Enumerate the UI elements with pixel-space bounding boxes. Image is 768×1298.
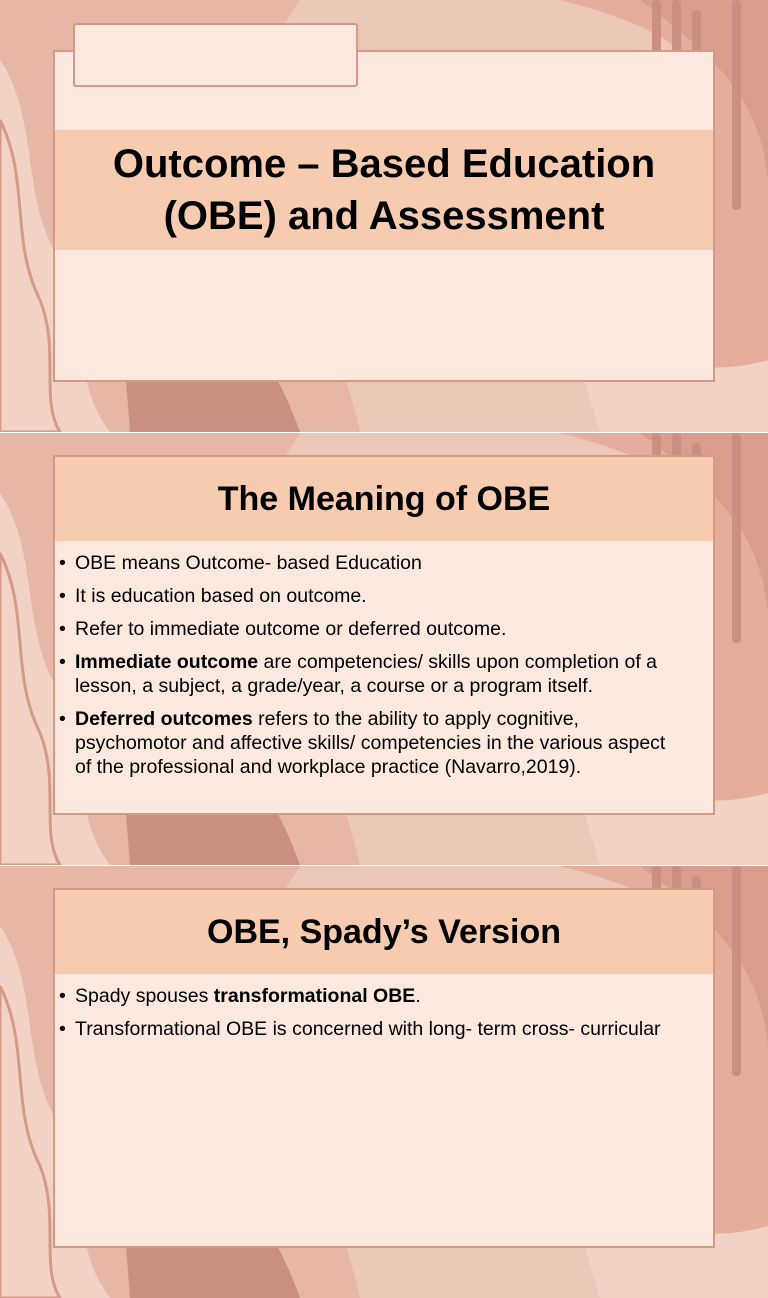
list-item (55, 1017, 685, 1041)
bullet-text: It is education based on outcome. (75, 585, 367, 607)
bullet-list (55, 984, 685, 1050)
content-card (53, 455, 715, 815)
title-slide (0, 0, 768, 432)
title-card (53, 50, 715, 382)
list-item (55, 984, 685, 1008)
bullet-text: Spady spouses (75, 985, 214, 1007)
bullet-list (55, 551, 685, 788)
bullet-text: Refer to immediate outcome or deferred outcome. (75, 618, 507, 640)
bullet-text: Transformational OBE is concerned with long- term cross- curricular (75, 1018, 661, 1040)
bullet-text: refers to the ability to apply cognitive, psychomotor and affective skills/ competencies in the various aspect of the professional and workplace practice (Navarro,2019). (75, 708, 666, 778)
list-item (55, 707, 685, 779)
list-item (55, 650, 685, 698)
slide-title: OBE, Spady’s Version (55, 890, 713, 974)
content-card (53, 888, 715, 1248)
title-line-1: Outcome – Based Education (112, 142, 656, 186)
bullet-text: are competencies/ skills upon completion of a lesson, a subject, a grade/year, a course or a program itself. (75, 651, 658, 697)
list-item (55, 584, 685, 608)
list-item (55, 617, 685, 641)
slide-title: The Meaning of OBE (55, 457, 713, 541)
list-item (55, 551, 685, 575)
bullet-term: Immediate outcome (75, 651, 259, 673)
card-tab (73, 23, 358, 87)
spady-slide (0, 866, 768, 1298)
meaning-slide (0, 433, 768, 865)
title-line-2: (OBE) and Assessment (163, 194, 605, 238)
bullet-text: . (415, 985, 421, 1007)
title-band (55, 130, 713, 250)
bullet-text: OBE means Outcome- based Education (75, 552, 422, 574)
bullet-term: transformational OBE (213, 985, 416, 1007)
bullet-term: Deferred outcomes (75, 708, 253, 730)
